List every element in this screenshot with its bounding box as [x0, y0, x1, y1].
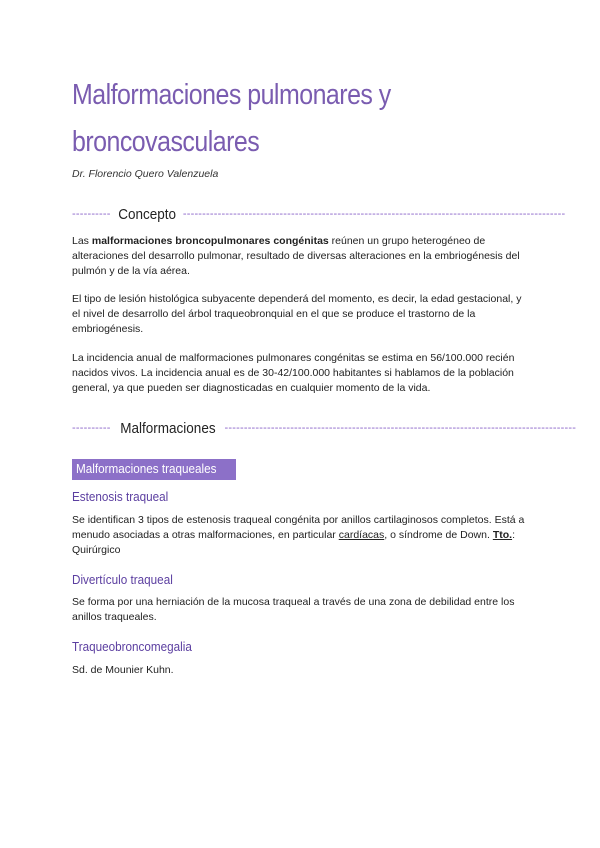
concepto-p1-bold: malformaciones broncopulmonares congénitas — [91, 235, 329, 247]
section-divider-left: ---------- — [72, 208, 111, 220]
section-title-malformaciones: Malformaciones — [119, 419, 216, 437]
section-divider-right: ------------------------------------------------------------------------------------------- — [224, 422, 577, 434]
concepto-p1-end: reúnen un grupo heterogéneo de alteraciones del desarrollo pulmonar, resultado de diversas alteraciones en la embriogénesis del pulmón y de la vía aérea. — [72, 235, 520, 277]
traqueo-paragraph: Sd. de Mounier Kuhn. — [72, 664, 174, 676]
author-line: Dr. Florencio Quero Valenzuela — [72, 168, 219, 180]
heading-diverticulo-traqueal — [72, 572, 184, 587]
section-divider-right: --------------------------------------------------------------------------------------------------- — [182, 208, 566, 220]
section-header-concepto — [72, 204, 566, 224]
heading-label: Divertículo traqueal — [72, 572, 173, 587]
document-title: Malformaciones pulmonares y broncovasculares — [72, 79, 391, 158]
concepto-p1-start: Las — [72, 235, 92, 247]
section-header-malformaciones — [72, 418, 577, 438]
subsection-chip-traqueales — [72, 459, 236, 480]
heading-traqueobroncomegalia — [72, 639, 205, 654]
estenosis-paragraph — [72, 513, 528, 558]
estenosis-text-end: : Quirúrgico — [72, 529, 515, 556]
concepto-paragraph-2: El tipo de lesión histológica subyacente dependerá del momento, es decir, la edad gestacional, y el nivel de desarrollo del árbol traqueobronquial en el que se produce el trastorno de la embriogénesis. — [72, 293, 522, 335]
heading-label: Estenosis traqueal — [72, 489, 169, 504]
section-divider-left: ---------- — [72, 422, 111, 434]
estenosis-text-start: Se identifican 3 tipos de estenosis traqueal congénita por anillos cartilaginosos completos. Está a menudo asociadas a otras malformaciones, en particular — [72, 514, 525, 541]
section-title-concepto: Concepto — [117, 205, 176, 223]
heading-estenosis-traqueal — [72, 489, 179, 504]
estenosis-text-mid: , o síndrome de Down. — [384, 529, 493, 541]
tto-label: Tto. — [492, 529, 513, 541]
concepto-paragraph-1 — [72, 234, 528, 279]
diverticulo-paragraph: Se forma por una herniación de la mucosa traqueal a través de una zona de debilidad entre los anillos traqueales. — [72, 596, 515, 623]
chip-label: Malformaciones traqueales — [76, 461, 217, 476]
cardiacas-link[interactable]: cardíacas — [338, 529, 385, 541]
concepto-paragraph-3: La incidencia anual de malformaciones pulmonares congénitas se estima en 56/100.000 recién nacidos vivos. La incidencia anual es de 30-42/100.000 habitantes si hablamos de la población general, ya que pueden ser diagnosticadas en cualquier momento de la vida. — [72, 352, 515, 394]
heading-label: Traqueobroncomegalia — [72, 639, 192, 654]
